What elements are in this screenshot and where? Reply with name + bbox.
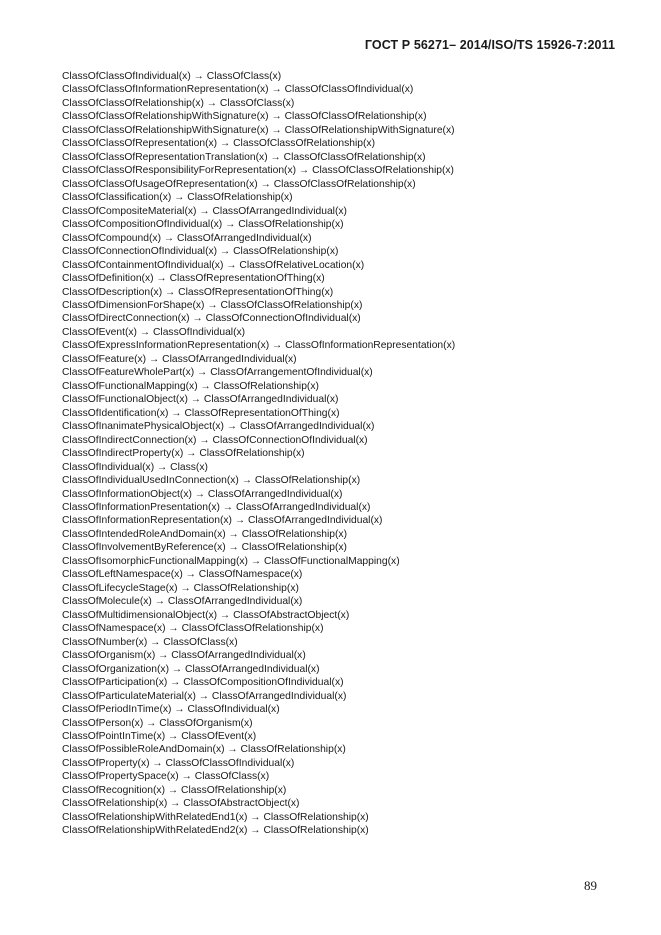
axiom-line: ClassOfParticulateMaterial(x) → ClassOfArrangedIndividual(x) (62, 690, 347, 702)
axiom-line: ClassOfInformationObject(x) → ClassOfArrangedIndividual(x) (62, 488, 343, 500)
axiom-line: ClassOfClassification(x) → ClassOfRelationship(x) (62, 192, 293, 204)
axiom-line: ClassOfCompositeMaterial(x) → ClassOfArrangedIndividual(x) (62, 205, 347, 217)
axiom-line: ClassOfIndividualUsedInConnection(x) → ClassOfRelationship(x) (62, 475, 361, 487)
axiom-line: ClassOfDefinition(x) → ClassOfRepresentationOfThing(x) (62, 273, 325, 285)
axiom-line: ClassOfPerson(x) → ClassOfOrganism(x) (62, 717, 253, 729)
axiom-line: ClassOfPeriodInTime(x) → ClassOfIndividual(x) (62, 704, 280, 716)
axiom-line: ClassOfClassOfIndividual(x) → ClassOfClass(x) (62, 71, 282, 82)
axiom-line: ClassOfClassOfRepresentation(x) → ClassOfClassOfRelationship(x) (62, 138, 376, 150)
axiom-line: ClassOfMultidimensionalObject(x) → ClassOfAbstractObject(x) (62, 609, 350, 621)
axiom-line: ClassOfClassOfResponsibilityForRepresentation(x) → ClassOfClassOfRelationship(x) (62, 165, 454, 177)
axiom-line: ClassOfDescription(x) → ClassOfRepresentationOfThing(x) (62, 286, 334, 298)
axiom-line: ClassOfRelationshipWithRelatedEnd2(x) → ClassOfRelationship(x) (62, 825, 369, 837)
axiom-line: ClassOfIsomorphicFunctionalMapping(x) → ClassOfFunctionalMapping(x) (62, 555, 400, 567)
axiom-line: ClassOfContainmentOfIndividual(x) → ClassOfRelativeLocation(x) (62, 259, 365, 271)
axiom-line: ClassOfPropertySpace(x) → ClassOfClass(x) (62, 771, 270, 783)
axiom-line: ClassOfCompositionOfIndividual(x) → ClassOfRelationship(x) (62, 219, 344, 231)
axiom-line: ClassOfNamespace(x) → ClassOfClassOfRelationship(x) (62, 623, 324, 635)
axiom-line: ClassOfRelationshipWithRelatedEnd1(x) → ClassOfRelationship(x) (62, 811, 369, 823)
axiom-line: ClassOfIntendedRoleAndDomain(x) → ClassOfRelationship(x) (62, 528, 347, 540)
axiom-line: ClassOfNumber(x) → ClassOfClass(x) (62, 636, 238, 648)
axiom-line: ClassOfPointInTime(x) → ClassOfEvent(x) (62, 730, 257, 742)
axiom-line: ClassOfFunctionalObject(x) → ClassOfArrangedIndividual(x) (62, 394, 339, 406)
axiom-line: ClassOfDimensionForShape(x) → ClassOfClassOfRelationship(x) (62, 299, 363, 311)
axiom-line: ClassOfProperty(x) → ClassOfClassOfIndividual(x) (62, 757, 295, 769)
axiom-line: ClassOfExpressInformationRepresentation(x) → ClassOfInformationRepresentation(x) (62, 340, 456, 352)
axiom-line: ClassOfRelationship(x) → ClassOfAbstractObject(x) (62, 798, 300, 810)
axiom-line: ClassOfMolecule(x) → ClassOfArrangedIndividual(x) (62, 596, 303, 608)
axiom-line: ClassOfIndividual(x) → Class(x) (62, 461, 208, 473)
axiom-line: ClassOfClassOfRepresentationTranslation(x) → ClassOfClassOfRelationship(x) (62, 151, 426, 163)
axiom-line: ClassOfCompound(x) → ClassOfArrangedIndividual(x) (62, 232, 312, 244)
axiom-line: ClassOfFunctionalMapping(x) → ClassOfRelationship(x) (62, 380, 319, 392)
axiom-line: ClassOfLifecycleStage(x) → ClassOfRelationship(x) (62, 582, 299, 594)
axiom-line: ClassOfDirectConnection(x) → ClassOfConnectionOfIndividual(x) (62, 313, 361, 325)
axiom-line: ClassOfOrganization(x) → ClassOfArrangedIndividual(x) (62, 663, 320, 675)
page-number: 89 (584, 878, 597, 893)
axiom-line: ClassOfFeature(x) → ClassOfArrangedIndividual(x) (62, 353, 297, 365)
axiom-line: ClassOfParticipation(x) → ClassOfCompositionOfIndividual(x) (62, 677, 344, 689)
axiom-line: ClassOfFeatureWholePart(x) → ClassOfArrangementOfIndividual(x) (62, 367, 373, 379)
axiom-line: ClassOfClassOfRelationshipWithSignature(x) → ClassOfClassOfRelationship(x) (62, 111, 427, 123)
axiom-line: ClassOfEvent(x) → ClassOfIndividual(x) (62, 326, 246, 338)
page-header-standard-id: ГОСТ Р 56271– 2014/ISO/TS 15926-7:2011 (364, 38, 615, 52)
axiom-list (62, 70, 455, 838)
axiom-line: ClassOfClassOfRelationship(x) → ClassOfClass(x) (62, 97, 295, 109)
axiom-line: ClassOfInformationPresentation(x) → ClassOfArrangedIndividual(x) (62, 502, 371, 513)
axiom-line: ClassOfOrganism(x) → ClassOfArrangedIndividual(x) (62, 650, 306, 662)
axiom-line: ClassOfIndirectProperty(x) → ClassOfRelationship(x) (62, 448, 305, 460)
axiom-line: ClassOfInanimatePhysicalObject(x) → ClassOfArrangedIndividual(x) (62, 421, 375, 433)
axiom-line: ClassOfPossibleRoleAndDomain(x) → ClassOfRelationship(x) (62, 744, 346, 756)
axiom-line: ClassOfInformationRepresentation(x) → ClassOfArrangedIndividual(x) (62, 515, 383, 527)
axiom-line: ClassOfIdentification(x) → ClassOfRepresentationOfThing(x) (62, 407, 340, 419)
axiom-line: ClassOfIndirectConnection(x) → ClassOfConnectionOfIndividual(x) (62, 434, 368, 446)
axiom-line: ClassOfRecognition(x) → ClassOfRelationship(x) (62, 784, 287, 796)
axiom-line: ClassOfClassOfRelationshipWithSignature(x) → ClassOfRelationshipWithSignature(x) (62, 124, 455, 136)
axiom-line: ClassOfClassOfUsageOfRepresentation(x) → ClassOfClassOfRelationship(x) (62, 178, 416, 190)
axiom-line: ClassOfLeftNamespace(x) → ClassOfNamespace(x) (62, 569, 303, 581)
axiom-line: ClassOfConnectionOfIndividual(x) → ClassOfRelationship(x) (62, 246, 339, 258)
axiom-line: ClassOfInvolvementByReference(x) → ClassOfRelationship(x) (62, 542, 347, 554)
axiom-line: ClassOfClassOfInformationRepresentation(x) → ClassOfClassOfIndividual(x) (62, 84, 414, 96)
